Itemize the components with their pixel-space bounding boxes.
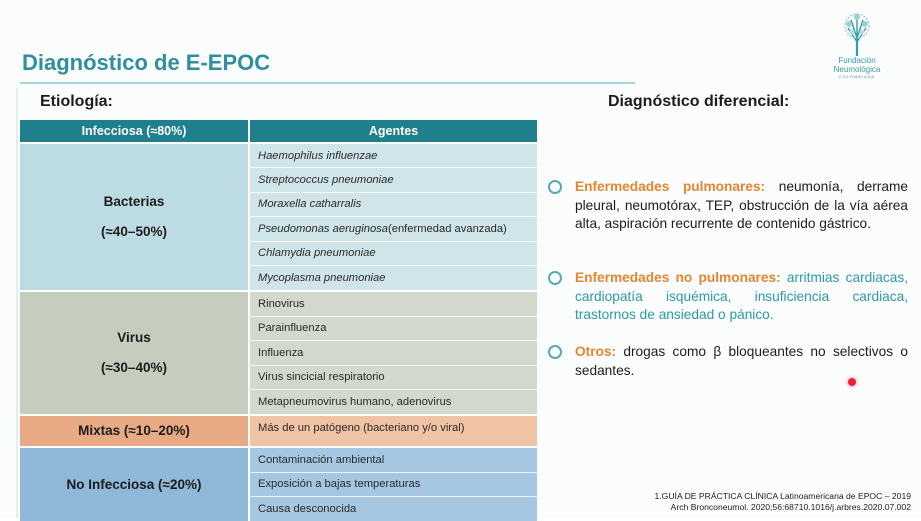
logo-text-3: COLOMBIANA — [838, 74, 876, 79]
differential-label: Otros: — [575, 344, 617, 359]
group-pct: (≈30–40%) — [101, 360, 167, 376]
agents-list — [250, 292, 537, 414]
etiology-table — [20, 120, 537, 521]
etiologia-heading: Etiología: — [40, 93, 113, 110]
bullet-circle-icon — [548, 271, 562, 285]
group-name: Mixtas (≈10–20%) — [78, 423, 190, 439]
differential-item-otros — [548, 343, 908, 380]
group-bacterias — [20, 142, 537, 290]
agent-row — [250, 168, 537, 192]
agent-name: Haemophilus influenzae — [258, 149, 378, 162]
logo-text-2: Neumológica — [833, 65, 881, 74]
agent-row: Exposición a bajas temperaturas — [250, 473, 537, 497]
laser-pointer-dot — [848, 378, 856, 386]
agent-note: (enfermedad avanzada) — [388, 222, 507, 235]
agent-row — [250, 242, 537, 266]
differential-text: arritmias cardiacas, cardiopatía isquémica, insuficiencia cardiaca, trastornos de ansiedad o pánico. — [575, 270, 908, 322]
group-name: No Infecciosa (≈20%) — [66, 476, 202, 492]
agent-row: Rinovirus — [250, 292, 537, 316]
differential-text: drogas como β bloqueantes no selectivos o sedantes. — [575, 344, 908, 378]
logo-text-1: Fundación — [838, 56, 876, 65]
group-label — [20, 448, 250, 521]
agent-name: Streptococcus pneumoniae — [258, 174, 394, 187]
reference — [655, 491, 912, 513]
group-name: Bacterias — [103, 194, 165, 210]
agent-row: Virus sincicial respiratorio — [250, 366, 537, 390]
agent-row — [250, 144, 537, 168]
group-mixtas — [20, 414, 537, 446]
header-infecciosa: Infecciosa (≈80%) — [20, 120, 250, 142]
agents-list — [250, 448, 537, 521]
group-pct: (≈40–50%) — [101, 224, 167, 240]
group-name: Virus — [117, 330, 151, 346]
agent-row: Influenza — [250, 341, 537, 365]
header-agentes: Agentes — [368, 124, 419, 138]
agent-name: Pseudomonas aeruginosa — [258, 222, 388, 235]
reference-line-2: Arch Bronconeumol. 2020;56:68710.1016/j.arbres.2020.07.002 — [670, 502, 911, 512]
agent-name: Mycoplasma pneumoniae — [258, 272, 386, 285]
group-label — [20, 144, 250, 290]
group-virus — [20, 290, 537, 414]
tree-logo-icon — [837, 12, 877, 56]
differential-text: neumonía, derrame pleural, neumotórax, TEP, obstrucción de la vía aérea alta, aspiración recurrente de contenido gástrico. — [575, 179, 908, 231]
bullet-circle-icon — [548, 345, 562, 359]
differential-item-pulmonares — [548, 178, 908, 234]
differential-label: Enfermedades no pulmonares: — [575, 270, 781, 285]
agent-row — [250, 193, 537, 217]
group-label — [20, 292, 250, 414]
agent-row: Más de un patógeno (bacteriano y/o viral) — [258, 422, 465, 435]
agents-list — [250, 144, 537, 290]
slide-title: Diagnóstico de E-EPOC — [22, 50, 271, 75]
differential-item-no-pulmonares — [548, 269, 908, 325]
agent-row: Causa desconocida — [258, 503, 357, 516]
agent-name: Chlamydia pneumoniae — [258, 247, 376, 260]
diferencial-heading: Diagnóstico diferencial: — [608, 93, 790, 110]
agents-list — [250, 416, 537, 446]
agent-row — [250, 217, 537, 241]
group-no-infecciosa — [20, 446, 537, 521]
agent-row — [250, 266, 537, 290]
reference-line-1: 1.GUÍA DE PRÁCTICA CLÍNICA Latinoamericana de EPOC – 2019 — [654, 491, 911, 501]
left-border-line — [16, 88, 18, 518]
group-label — [20, 416, 250, 446]
foundation-logo — [826, 12, 888, 79]
title-underline — [20, 82, 635, 84]
agent-row: Metapneumovirus humano, adenovirus — [258, 396, 452, 409]
bullet-circle-icon — [548, 180, 562, 194]
agent-row: Contaminación ambiental — [250, 448, 537, 472]
agent-name: Moraxella catharralis — [258, 198, 362, 211]
table-header — [20, 120, 537, 142]
differential-label: Enfermedades pulmonares: — [575, 179, 766, 194]
agent-row: Parainfluenza — [250, 317, 537, 341]
